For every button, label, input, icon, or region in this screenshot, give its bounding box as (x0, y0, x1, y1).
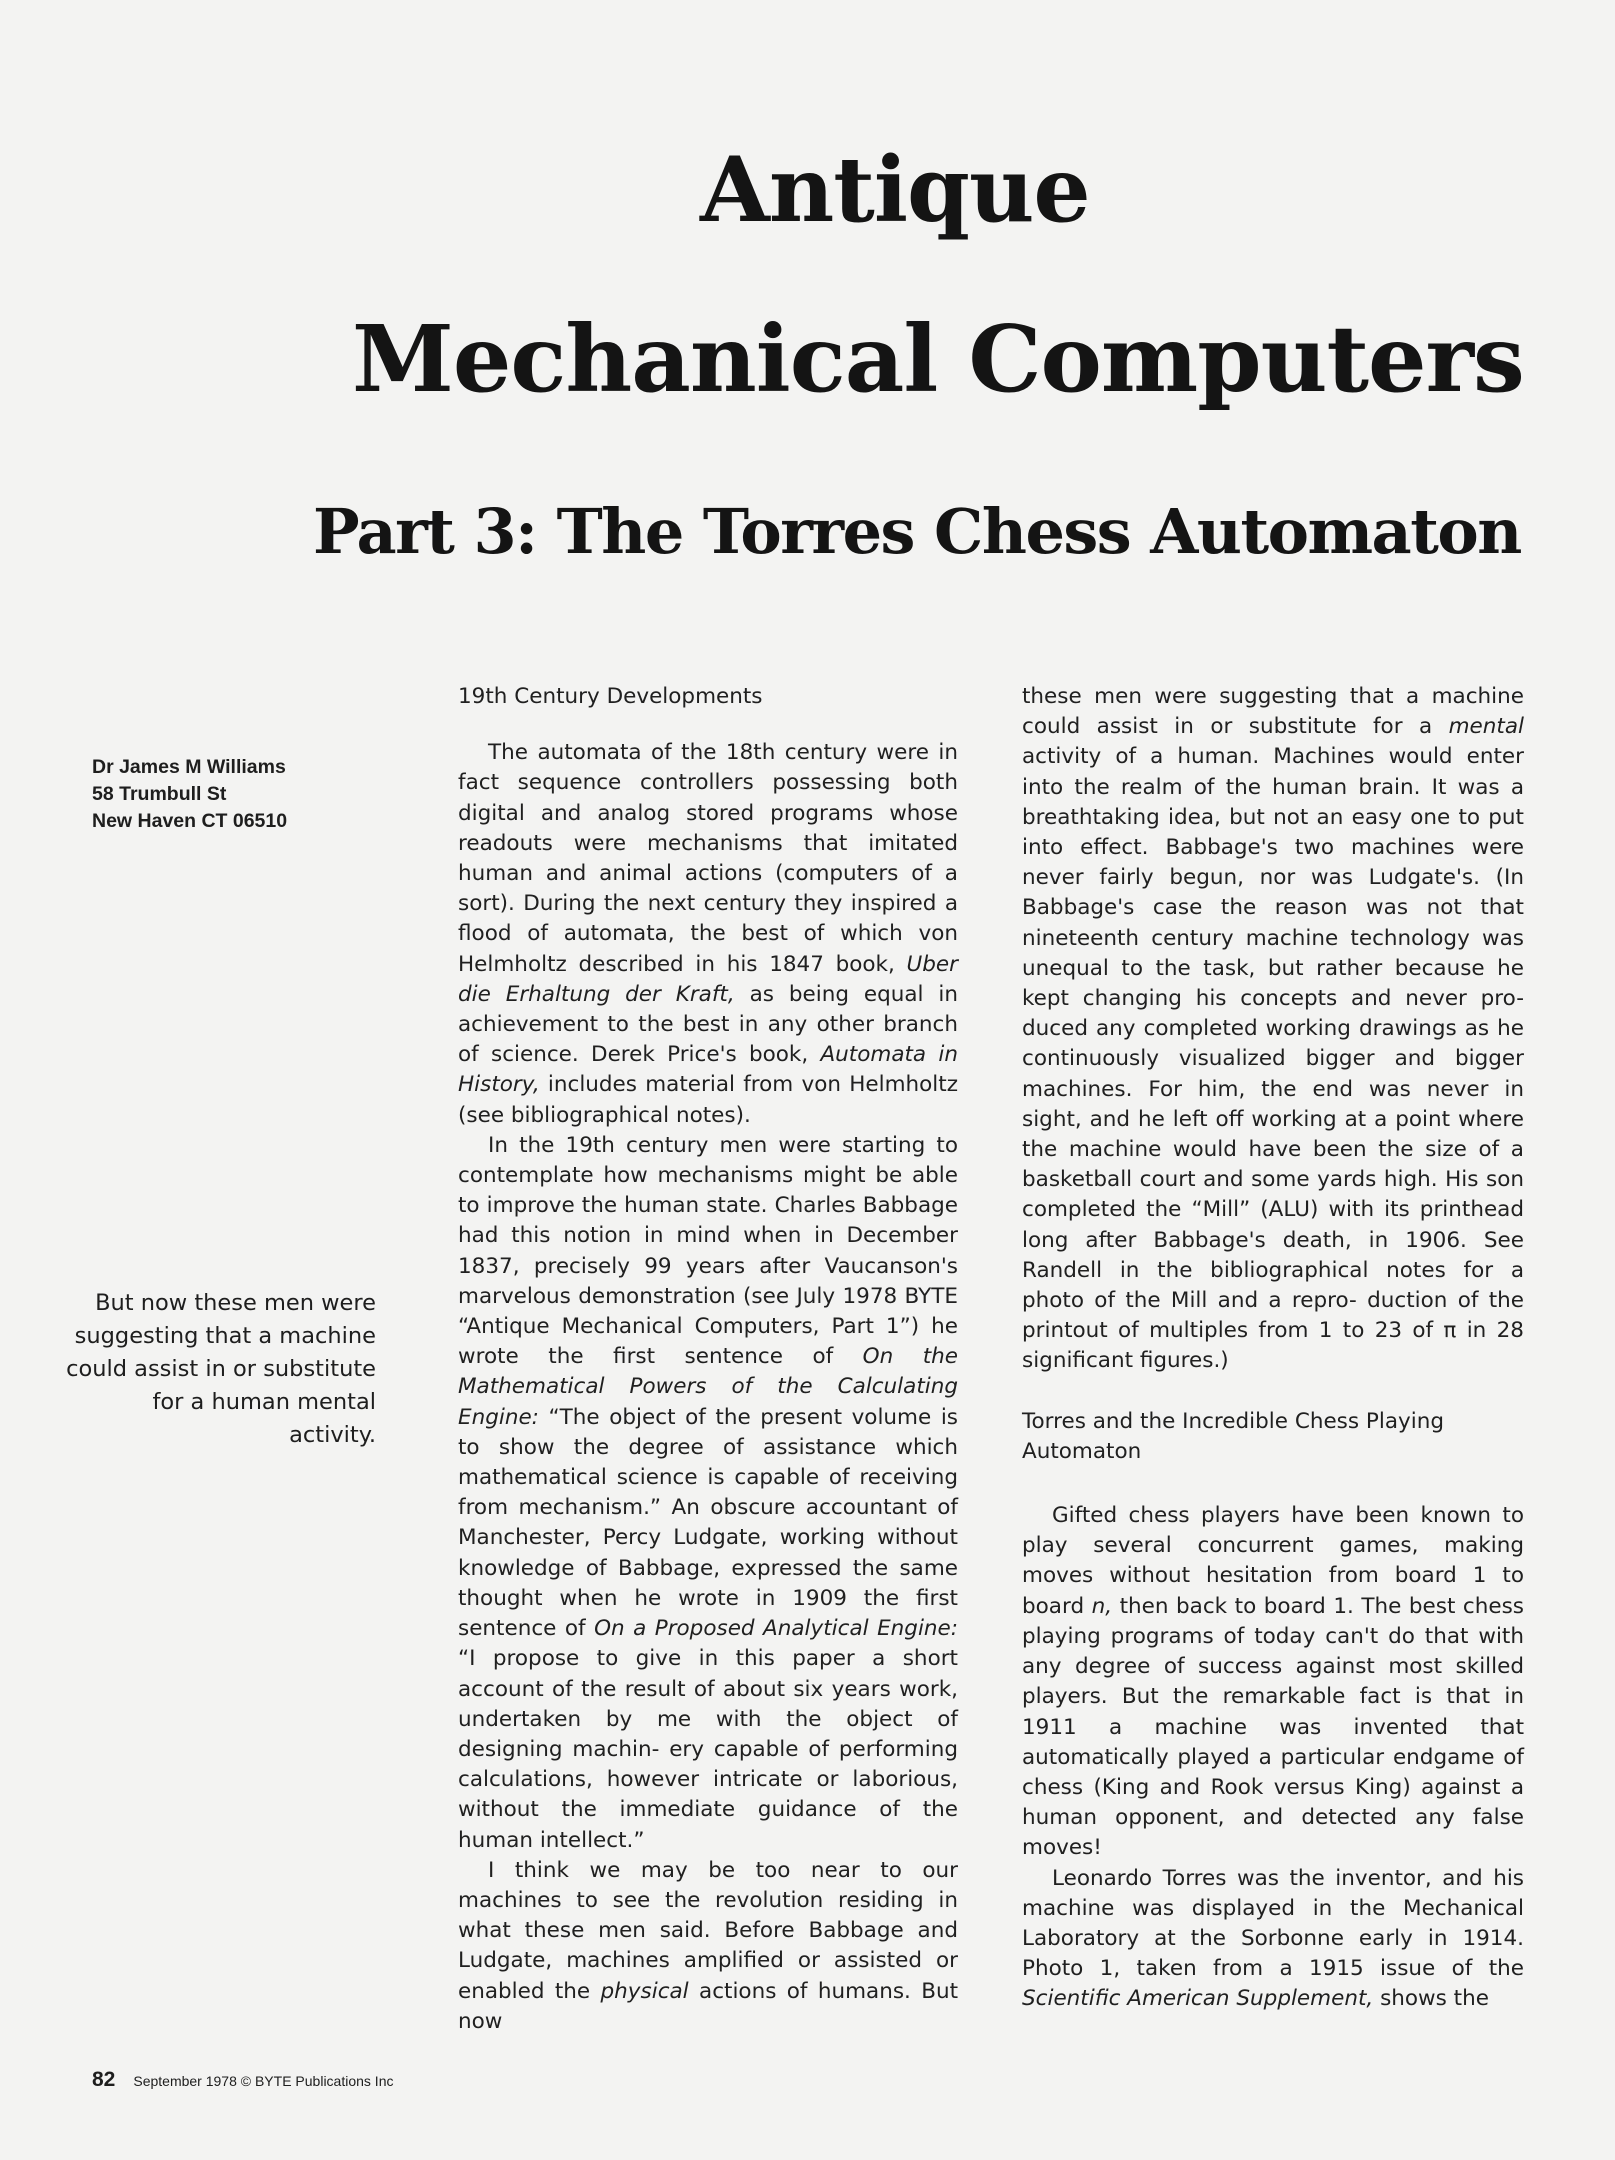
title-line-2: Mechanical Computers (352, 305, 1524, 413)
paragraph: The automata of the 18th century were in fact sequence controllers possessing both digital and analog stored programs whose readouts were mechanisms that imitated human and animal actions (computers of a sort). During the next century they inspired a flood of automata, the best of which von Helmholtz described in his 1847 book, Uber die Erhaltung der Kraft, as being equal in achievement to the best in any other branch of science. Derek Price's book, Automata in History, includes material from von Helmholtz (see bibliographical notes). (458, 740, 958, 1128)
article-subtitle: Part 3: The Torres Chess Automaton (313, 495, 1521, 568)
pull-quote: But now these men were suggesting that a machine could assist in or substitute for a human mental activity. (66, 1290, 376, 1448)
text-column-1 (458, 682, 958, 2037)
author-name: Dr James M Williams (92, 756, 286, 778)
paragraph: In the 19th century men were starting to contemplate how mechanisms might be able to improve the human state. Charles Babbage had this notion in mind when in December 1837, precisely 99 years after Vaucanson's marvelous demonstration (see July 1978 BYTE “Antique Mechanical Computers, Part 1”) he wrote the first sentence of On the Mathematical Powers of the Calculating Engine: “The object of the present volume is to show the degree of assistance which mathematical science is capable of receiving from mechanism.” An obscure accountant of Manchester, Percy Ludgate, working without knowledge of Babbage, expressed the same thought when he wrote in 1909 the first sentence of On a Proposed Analytical Engine: “I propose to give in this paper a short account of the result of about six years work, undertaken by me with the object of designing machin- ery capable of performing calculations, however intricate or laborious, without the immediate guidance of the human intellect.” (458, 1132, 959, 1853)
author-block (92, 754, 392, 835)
paragraph: Gifted chess players have been known to play several concurrent games, making moves without hesitation from board 1 to board n, then back to board 1. The best chess playing programs of today can't do that with any degree of success against most skilled players. But the remarkable fact is that in 1911 a machine was invented that automatically played a particular endgame of chess (King and Rook versus King) against a human opponent, and detected any false moves! (1022, 1503, 1524, 1861)
title-line-1: Antique (700, 137, 1090, 243)
paragraph: I think we may be too near to our machines to see the revolution residing in what these men said. Before Babbage and Ludgate, machines amplified or assisted or enabled the physical actions of humans. But now (458, 1857, 959, 2034)
author-city: New Haven CT 06510 (92, 810, 288, 832)
section-heading-19th-century: 19th Century Developments (458, 684, 763, 709)
paragraph: Leonardo Torres was the inventor, and his machine was displayed in the Mechanical Laboratory at the Sorbonne early in 1914. Photo 1, taken from a 1915 issue of the Scientific American Supplement, shows the (1022, 1865, 1524, 2012)
page-footer (92, 2068, 393, 2092)
section-heading-torres: Torres and the Incredible Chess Playing Automaton (1022, 1408, 1445, 1464)
paragraph: these men were suggesting that a machine could assist in or substitute for a mental activity of a human. Machines would enter into the realm of the human brain. It was a breathtaking idea, but not an easy one to put into effect. Babbage's two machines were never fairly begun, nor was Ludgate's. (In Babbage's case the reason was not that nineteenth century machine technology was unequal to the task, but rather because he kept changing his concepts and never pro- duced any completed working drawings as he continuously visualized bigger and bigger machines. For him, the end was never in sight, and he left off working at a point where the machine would have been the size of a basketball court and some yards high. His son completed the “Mill” (ALU) with its printhead long after Babbage's death, in 1906. See Randell in the bibliographical notes for a photo of the Mill and a repro- duction of the printout of multiples from 1 to 23 of π in 28 significant figures.) (1022, 684, 1524, 1374)
text-column-2 (1022, 682, 1524, 2015)
page-number: 82 (92, 2068, 116, 2091)
author-street: 58 Trumbull St (92, 783, 227, 805)
footer-credit: September 1978 © BYTE Publications Inc (133, 2073, 394, 2089)
